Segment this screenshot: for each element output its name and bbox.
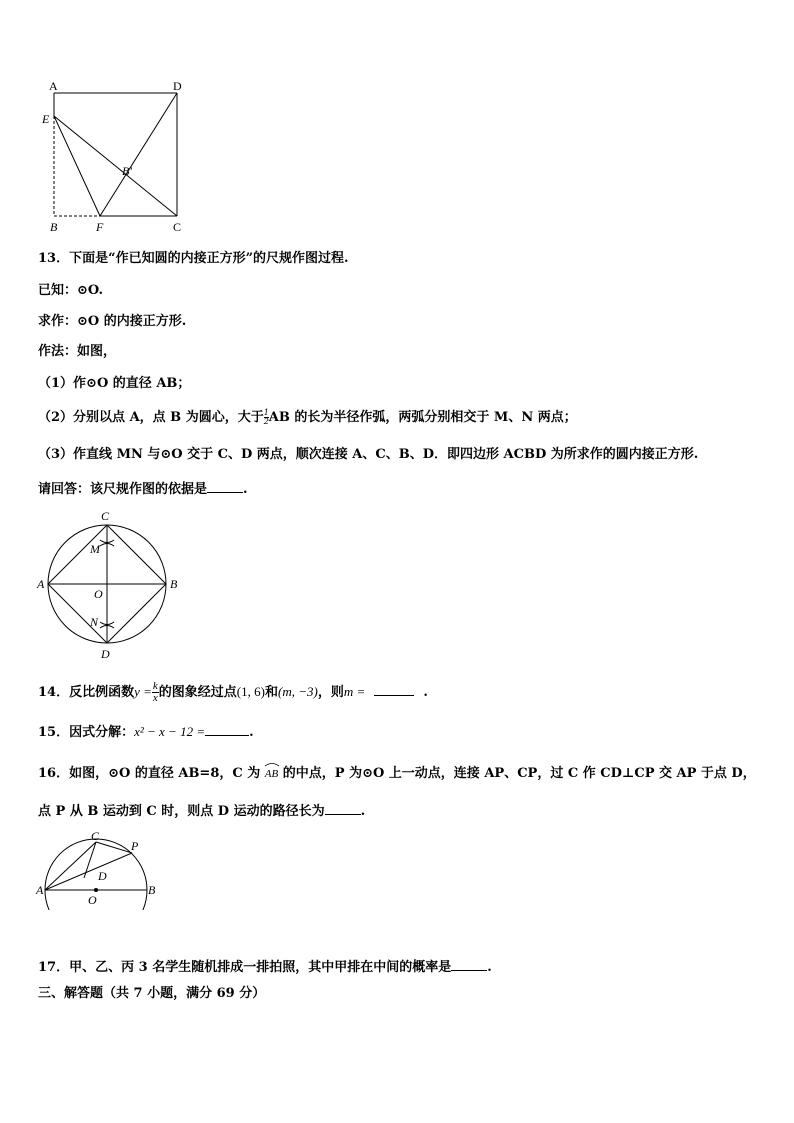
point-2: (m, −3) bbox=[277, 684, 318, 699]
q15-pre: 15．因式分解： bbox=[38, 725, 135, 740]
label-C: C bbox=[173, 220, 182, 234]
label-E: E bbox=[42, 112, 50, 126]
q13-step3: （3）作直线 MN 与⊙O 交于 C、D 两点，顺次连接 A、C、B、D．即四边形 ACBD 为所求作的圆内接正方形. bbox=[38, 447, 699, 462]
arc-label: AB bbox=[264, 768, 279, 780]
label-P: P bbox=[131, 839, 139, 853]
section-3-title: 三、解答题（共 7 小题，满分 69 分） bbox=[38, 986, 266, 1001]
q13-step2 bbox=[38, 409, 577, 427]
center-dot bbox=[94, 888, 98, 892]
label-F: F bbox=[96, 220, 104, 234]
q13-ask-post: . bbox=[243, 482, 248, 497]
q14-eq-y: y = bbox=[134, 684, 152, 699]
answer-blank bbox=[451, 958, 487, 971]
square-fold-figure bbox=[36, 76, 196, 234]
q13-ask bbox=[38, 480, 248, 499]
label-D: D bbox=[173, 79, 182, 93]
frac-den: x bbox=[152, 692, 158, 704]
half-den: 2 bbox=[263, 417, 269, 426]
q13-method: 作法：如图， bbox=[38, 344, 117, 359]
q13-step2-pre: （2）分别以点 A，点 B 为圆心，大于 bbox=[38, 410, 264, 425]
frac-num: k bbox=[152, 680, 158, 692]
q14-then: ，则 bbox=[317, 685, 344, 700]
q14-mid: 的图象经过点 bbox=[158, 685, 237, 700]
label-O: O bbox=[94, 587, 103, 601]
q13-ask-pre: 请回答：该尺规作图的依据是 bbox=[38, 482, 208, 497]
answer-blank bbox=[205, 723, 249, 736]
q14-m-eq: m = bbox=[343, 684, 366, 699]
q17-pre: 17．甲、乙、丙 3 名学生随机排成一排拍照，其中甲排在中间的概率是 bbox=[38, 960, 452, 975]
q16-line1-pre: 16．如图，⊙O 的直径 AB=8，C 为 bbox=[38, 766, 261, 781]
label-C: C bbox=[101, 509, 110, 523]
label-A: A bbox=[36, 883, 44, 897]
q14-and: 和 bbox=[264, 685, 278, 700]
q16-line2 bbox=[38, 802, 365, 821]
q13-title: 13．下面是“作已知圆的内接正方形”的尺规作图过程. bbox=[38, 251, 349, 266]
q14-line bbox=[38, 681, 428, 704]
arc-ab bbox=[265, 765, 278, 783]
label-B: B bbox=[50, 220, 58, 234]
label-O: O bbox=[88, 893, 97, 907]
k-over-x-fraction bbox=[152, 681, 159, 704]
q16-line1-post: 的中点，P 为⊙O 上一动点，连接 AP、CP，过 C 作 CD⊥CP 交 AP 于点 D， bbox=[282, 766, 756, 781]
q14-post: . bbox=[423, 685, 428, 700]
point-1: (1, 6) bbox=[236, 684, 265, 699]
circle-moving-point-figure bbox=[34, 828, 164, 910]
label-N: N bbox=[90, 615, 99, 629]
label-A: A bbox=[49, 79, 58, 93]
q16-line1 bbox=[38, 765, 756, 783]
answer-blank bbox=[207, 480, 243, 493]
q13-given: 已知：⊙O. bbox=[38, 283, 103, 298]
arc-mark-icon bbox=[264, 762, 280, 767]
half-num: 1 bbox=[263, 408, 269, 417]
q13-step2-post: AB 的长为半径作弧，两弧分别相交于 M、N 两点； bbox=[268, 410, 577, 425]
inscribed-square-figure bbox=[34, 506, 184, 662]
label-B-prime: B′ bbox=[122, 164, 132, 178]
q15-post: . bbox=[249, 725, 254, 740]
answer-blank bbox=[325, 802, 361, 815]
q13-task: 求作：⊙O 的内接正方形. bbox=[38, 314, 187, 329]
q15-expr: x² − x − 12 = bbox=[134, 724, 206, 739]
q14-pre: 14．反比例函数 bbox=[38, 685, 135, 700]
label-B: B bbox=[148, 883, 156, 897]
q16-line2-post: . bbox=[360, 804, 366, 819]
q15-line bbox=[38, 723, 254, 742]
label-D: D bbox=[101, 647, 110, 661]
label-M: M bbox=[90, 542, 100, 556]
label-D: D bbox=[98, 869, 107, 883]
label-C: C bbox=[91, 829, 100, 843]
q17-line bbox=[38, 958, 492, 977]
q16-line2-pre: 点 P 从 B 运动到 C 时，则点 D 运动的路径长为 bbox=[38, 804, 325, 819]
q17-post: . bbox=[487, 960, 492, 975]
q13-step1: （1）作⊙O 的直径 AB； bbox=[38, 376, 191, 391]
answer-blank bbox=[374, 683, 414, 696]
label-A: A bbox=[37, 577, 45, 591]
label-B: B bbox=[170, 577, 178, 591]
